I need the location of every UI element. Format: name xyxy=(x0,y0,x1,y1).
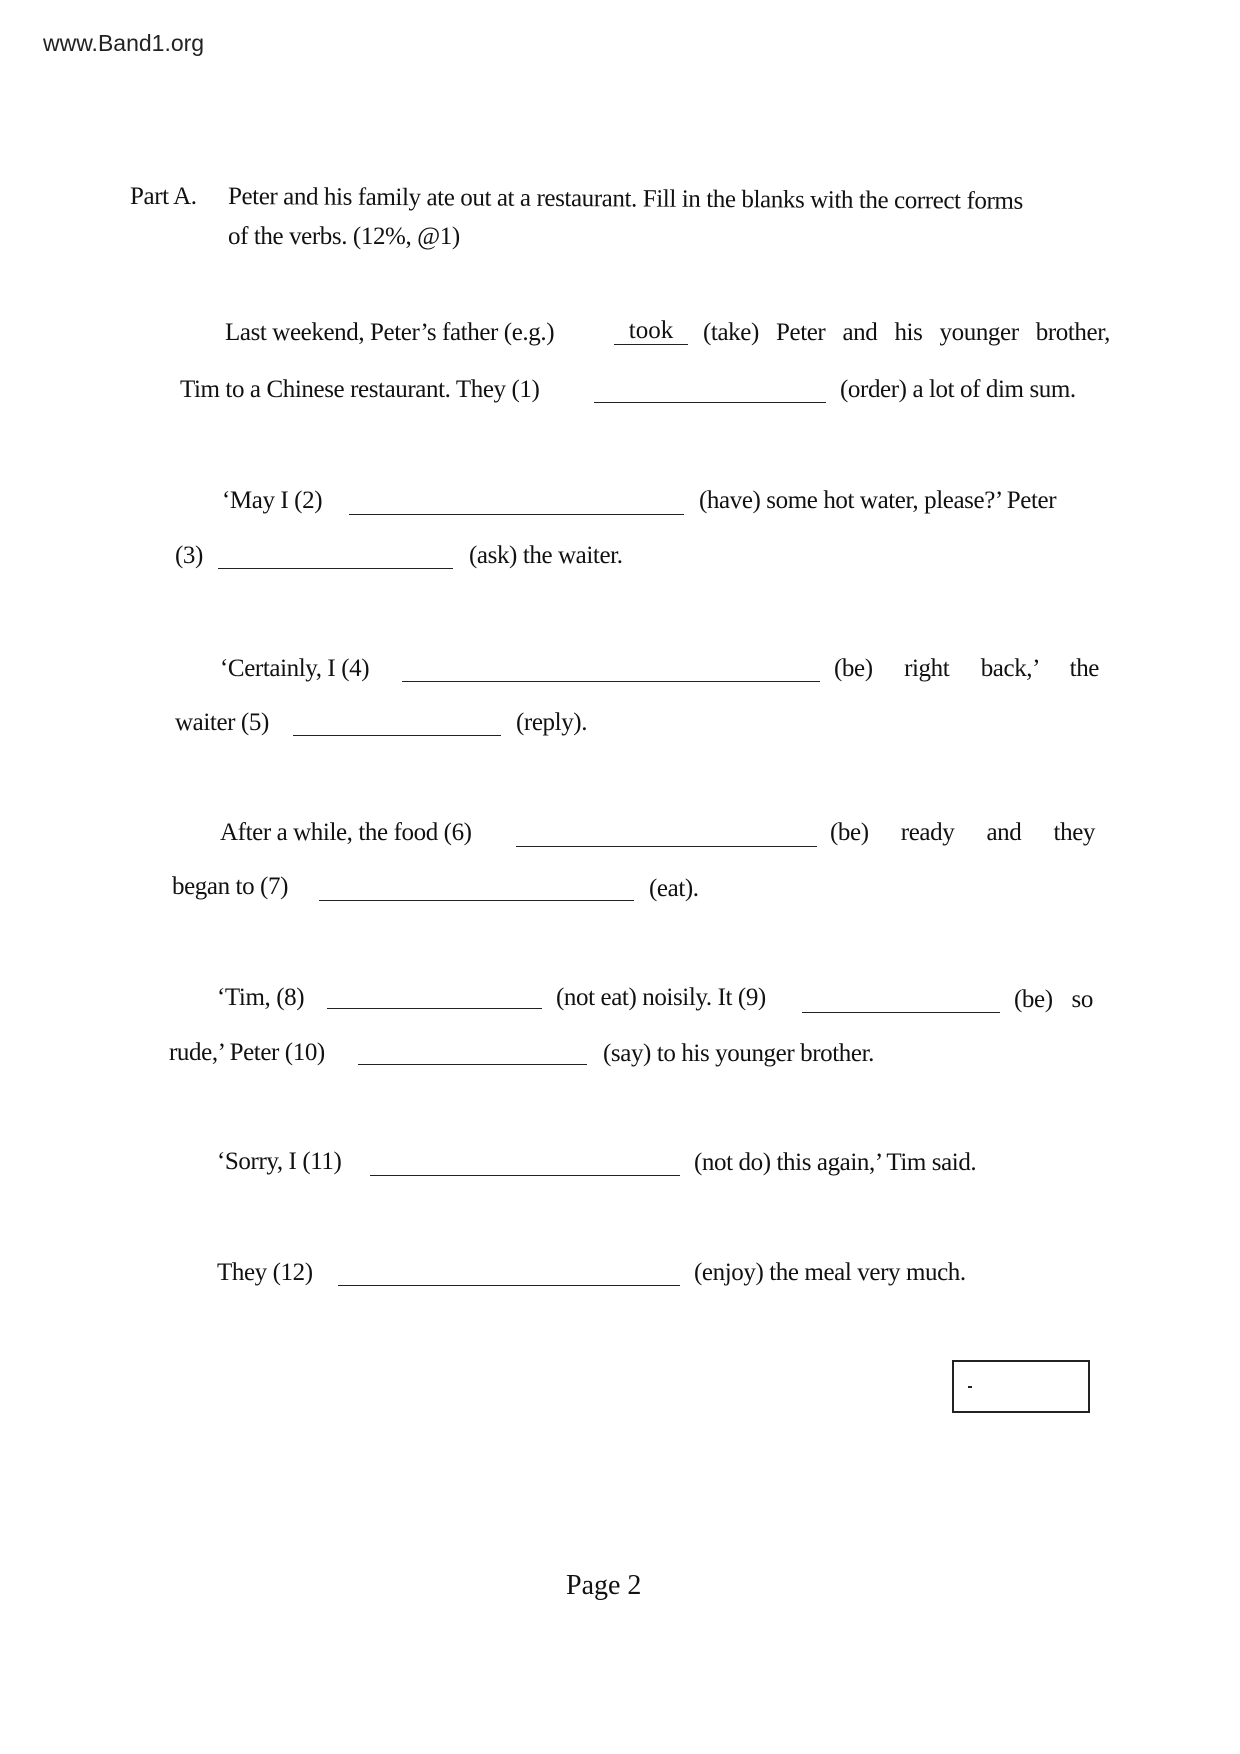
blank-3[interactable] xyxy=(218,568,453,569)
passage-text: ‘Certainly, I (4) xyxy=(220,655,370,682)
blank-11[interactable] xyxy=(370,1175,680,1176)
blank-6[interactable] xyxy=(516,846,817,847)
passage-text: Tim to a Chinese restaurant. They (1) xyxy=(180,376,540,403)
instructions-line-1: Peter and his family ate out at a restaurant. Fill in the blanks with the correct forms xyxy=(227,183,1023,215)
passage-text: After a while, the food (6) xyxy=(220,819,472,846)
passage-text: (say) to his younger brother. xyxy=(603,1040,874,1067)
passage-text: (reply). xyxy=(516,709,588,736)
passage-text: rude,’ Peter (10) xyxy=(169,1039,325,1066)
blank-4[interactable] xyxy=(402,681,820,682)
blank-2[interactable] xyxy=(349,514,684,515)
blank-9[interactable] xyxy=(802,1012,1000,1013)
blank-10[interactable] xyxy=(358,1064,587,1065)
passage-text: (ask) the waiter. xyxy=(469,542,623,569)
blank-1[interactable] xyxy=(594,402,826,403)
blank-12[interactable] xyxy=(338,1285,680,1286)
passage-text: ‘Sorry, I (11) xyxy=(217,1148,342,1175)
passage-text: (eat). xyxy=(649,875,699,902)
passage-text: They (12) xyxy=(217,1259,313,1286)
passage-text: (not eat) noisily. It (9) xyxy=(556,984,766,1011)
passage-text: began to (7) xyxy=(172,873,288,900)
passage-text: (be) ready and they xyxy=(830,819,1095,846)
passage-text: Last weekend, Peter’s father (e.g.) xyxy=(225,319,555,346)
example-blank xyxy=(614,344,688,345)
passage-text: (be) right back,’ the xyxy=(834,655,1099,682)
passage-text: ‘Tim, (8) xyxy=(217,984,305,1011)
example-answer: took xyxy=(628,317,674,344)
passage-text: (take) Peter and his younger brother, xyxy=(703,319,1110,346)
blank-8[interactable] xyxy=(327,1008,542,1009)
passage-text: (have) some hot water, please?’ Peter xyxy=(699,487,1057,514)
passage-text: (be) so xyxy=(1014,986,1093,1013)
watermark: www.Band1.org xyxy=(43,30,205,56)
instructions-line-2: of the verbs. (12%, @1) xyxy=(228,223,460,250)
passage-text: (order) a lot of dim sum. xyxy=(840,376,1076,403)
score-box xyxy=(952,1360,1090,1413)
page-number: Page 2 xyxy=(566,1570,642,1601)
passage-text: (enjoy) the meal very much. xyxy=(694,1259,966,1286)
score-mark xyxy=(968,1386,972,1388)
passage-text: ‘May I (2) xyxy=(222,487,323,514)
passage-text: waiter (5) xyxy=(175,709,269,736)
passage-text: (not do) this again,’ Tim said. xyxy=(694,1149,977,1176)
part-label: Part A. xyxy=(130,183,197,210)
blank-7[interactable] xyxy=(319,900,634,901)
blank-5[interactable] xyxy=(293,735,501,736)
passage-text: (3) xyxy=(175,542,203,569)
